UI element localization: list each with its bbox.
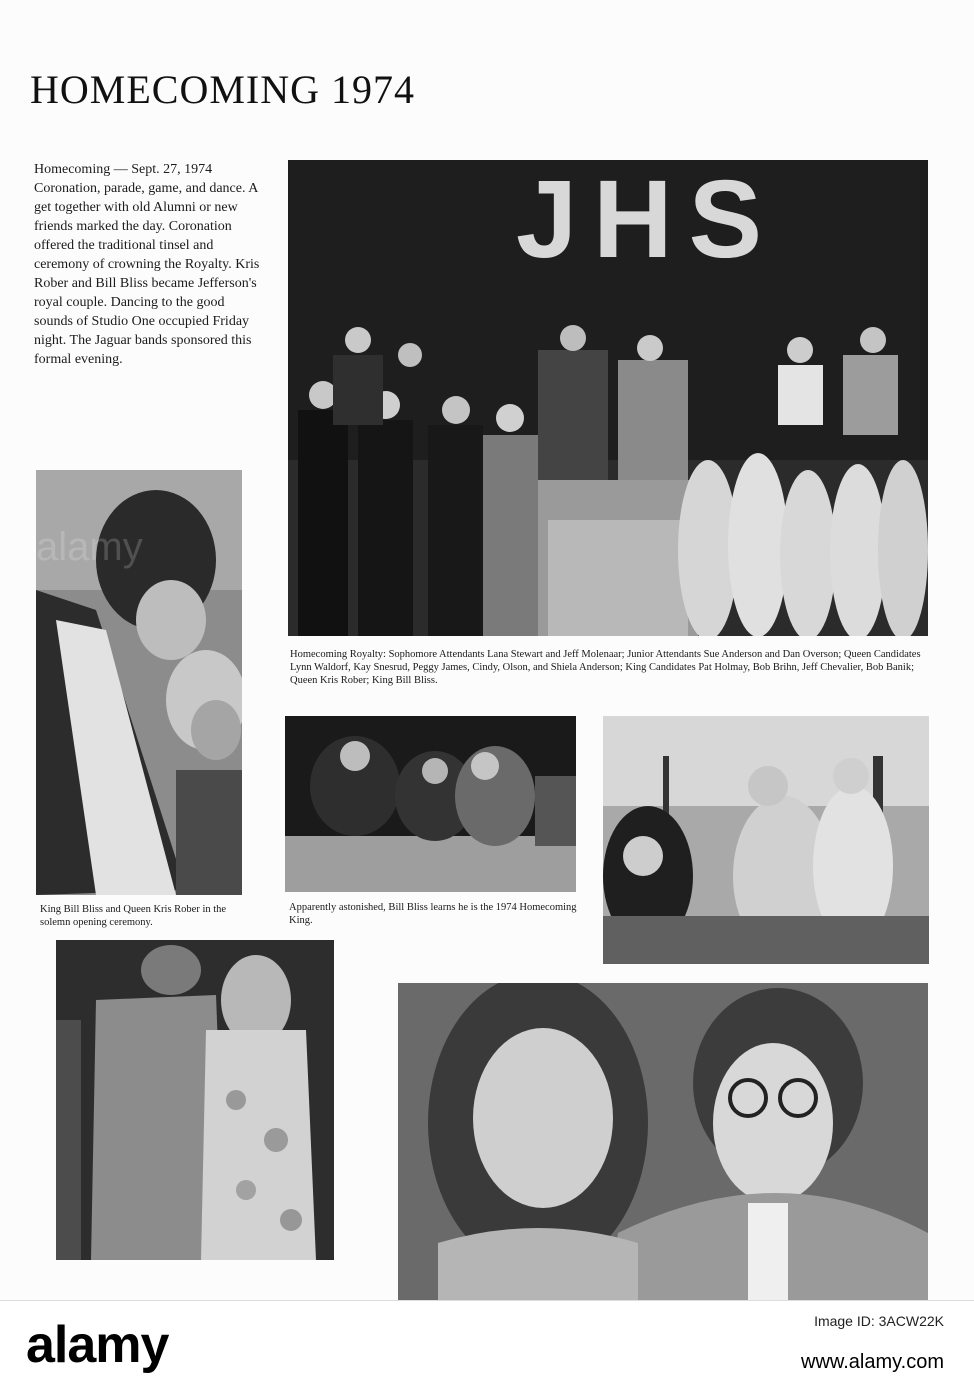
astonished-photo-art — [285, 716, 576, 892]
astonished-caption: Apparently astonished, Bill Bliss learns he is the 1974 Homecoming King. — [289, 902, 577, 926]
couple-dance-photo — [56, 940, 334, 1260]
royalty-sign: JHS — [516, 160, 778, 281]
intro-paragraph: Homecoming — Sept. 27, 1974 Coronation, parade, game, and dance. A get together with old Alumni or new friends marked the day. Coronation offered the traditional tinsel and ceremony of crowning the Royalty. Kris Rober and Bill Bliss became Jefferson's royal couple. Dancing to the good sounds of Studio One occupied Friday night. The Jaguar bands sponsored this formal evening. — [34, 162, 260, 367]
girls-photo — [603, 716, 929, 964]
smiling-couple-photo-art — [398, 983, 928, 1300]
royalty-photo — [288, 160, 928, 636]
alamy-logo: alamy — [26, 1316, 169, 1374]
footer-bar — [0, 1300, 974, 1391]
site-url[interactable]: www.alamy.com — [801, 1351, 944, 1373]
royalty-caption: Homecoming Royalty: Sophomore Attendants Lana Stewart and Jeff Molenaar; Junior Attendants Sue Anderson and Dan Overson; Queen Candidates Lynn Waldorf, Kay Snesrud, Peggy James, Cindy, Olson, and Shiela Anderson; King Candidates Pat Holmay, Bob Brihn, Jeff Chevalier, Bob Banik; Queen Kris Rober; King Bill Bliss. — [290, 649, 921, 686]
astonished-photo — [285, 716, 576, 892]
page-title: HOMECOMING 1974 — [30, 67, 415, 112]
couple-dance-photo-art — [56, 940, 334, 1260]
girls-photo-art — [603, 716, 929, 964]
king-queen-caption: King Bill Bliss and Queen Kris Rober in the solemn opening ceremony. — [40, 904, 227, 928]
smiling-couple-photo — [398, 983, 928, 1300]
king-queen-photo-art — [36, 470, 242, 895]
image-id: Image ID: 3ACW22K — [814, 1313, 944, 1329]
king-queen-photo — [36, 470, 242, 895]
